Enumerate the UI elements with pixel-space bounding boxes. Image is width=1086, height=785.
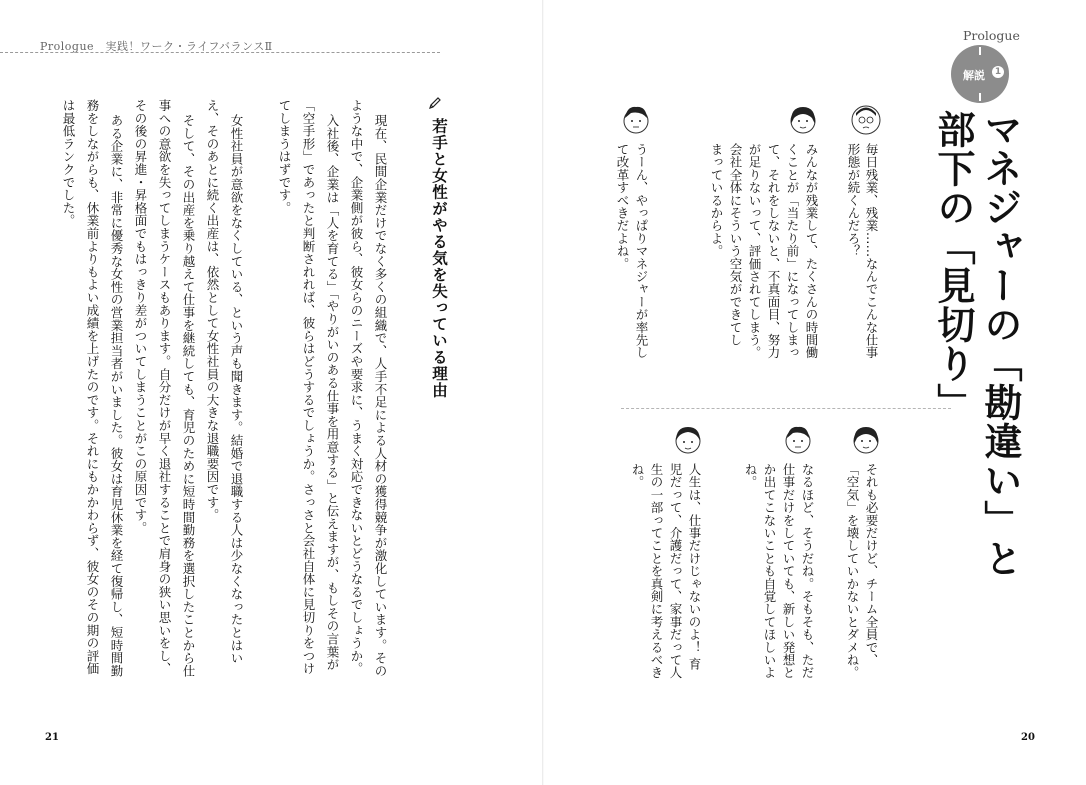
dialogue-bottom-line-2: 「空気」を壊していかないとダメね。 bbox=[845, 463, 860, 679]
body-line-10: その後の昇進・昇格面でもはっきり差がついてしまうことがこの原因です。 bbox=[133, 99, 148, 535]
page-number-left: 21 bbox=[45, 732, 59, 743]
body-line-7: え、そのあとに続く出産は、依然として女性社員の大きな退職要因です。 bbox=[205, 99, 220, 522]
badge-label: 解説 bbox=[963, 69, 985, 82]
body-line-11: ある企業に、非常に優秀な女性の営業担当者がいました。彼女は育児休業を経て復帰し、短時間勤 bbox=[109, 114, 124, 678]
woman-avatar-icon bbox=[788, 104, 818, 136]
dialogue-top-line-1: 毎日残業、残業……なんでこんな仕事 bbox=[864, 143, 879, 359]
running-header: Prologue 実践！ワーク・ライフバランスⅡ bbox=[40, 40, 273, 53]
badge-number: 1 bbox=[992, 66, 1004, 78]
body-line-4: 「空手形」であったと判断されれば、彼らはどうするでしょうか。さっさと会社自体に見切りをつけ bbox=[301, 99, 316, 675]
body-line-6: 女性社員が意欲をなくしている、という声も聞きます。結婚で退職する人は少なくなったとはい bbox=[229, 114, 244, 665]
dialogue-top-line-4: くことが「当たり前」になってしまっ bbox=[785, 143, 800, 359]
dialogue-bottom-line-6: ね。 bbox=[743, 463, 758, 489]
dialogue-top-line-8: まっているからよ。 bbox=[709, 143, 724, 258]
dialogue-bottom-line-10: ね。 bbox=[630, 463, 645, 489]
right-page bbox=[543, 0, 1086, 785]
body-line-9: 事への意欲を失ってしまうケースもあります。自分だけが早く退社することで肩身の狭い思いをし、 bbox=[157, 99, 172, 675]
dialogue-top-line-3: みんなが残業して、たくさんの時間働 bbox=[804, 143, 819, 359]
dialogue-bottom-line-4: 仕事だけをしていても、新しい発想と bbox=[781, 463, 796, 679]
dialogue-divider bbox=[621, 408, 951, 409]
dialogue-top-line-6: が足りないって、評価されてしまう。 bbox=[747, 143, 762, 359]
young-man-avatar-icon bbox=[621, 104, 651, 136]
young-man-avatar-icon bbox=[783, 424, 813, 456]
dialogue-top-line-9: うーん、やっぱりマネジャーが率先し bbox=[634, 143, 649, 359]
dialogue-bottom-line-5: か出てこないことも自覚してほしいよ bbox=[762, 463, 777, 679]
dialogue-bottom-line-3: なるほど、そうだね。そもそも、ただ bbox=[800, 463, 815, 679]
dialogue-bottom-line-7: 人生は、仕事だけじゃないのよ！ 育 bbox=[687, 463, 702, 671]
dialogue-bottom-line-1: それも必要だけど、チーム全員で、 bbox=[864, 463, 879, 667]
body-line-2: ような中で、企業側が彼ら、彼女らのニーズや要求に、うまく対応できないとどうなるでしょうか。 bbox=[349, 99, 364, 675]
woman-short-hair-avatar-icon bbox=[673, 424, 703, 456]
prologue-label: Prologue bbox=[963, 28, 1020, 43]
pencil-icon bbox=[428, 96, 442, 110]
header-divider bbox=[0, 52, 440, 53]
body-line-5: てしまうはずです。 bbox=[277, 99, 292, 215]
dialogue-bottom-line-8: 児だって、介護だって、家事だって人 bbox=[668, 463, 683, 679]
dialogue-top-line-5: て、それをしないと、不真面目、努力 bbox=[766, 143, 781, 359]
page-number-right: 20 bbox=[1021, 732, 1035, 743]
man-with-glasses-avatar-icon bbox=[851, 104, 881, 136]
body-line-12: 務をしながらも、休業前よりもよい成績を上げたのです。それにもかかわらず、彼女のその期の評価 bbox=[85, 99, 100, 675]
dialogue-top-line-7: 会社全体にそういう空気ができてし bbox=[728, 143, 743, 347]
title-line-2: 部下の「見切り」 bbox=[931, 110, 975, 422]
body-line-1: 現在、民間企業だけでなく多くの組織で、人手不足による人材の獲得競争が激化しています。その bbox=[373, 114, 388, 678]
section-title: 若手と女性がやる気を失っている理由 bbox=[430, 118, 448, 399]
body-line-8: そして、その出産を乗り越えて仕事を継続しても、育児のために短時間勤務を選択したことから仕 bbox=[181, 114, 196, 678]
dialogue-top-line-2: 形態が続くんだろ？ bbox=[846, 143, 861, 258]
woman-avatar-icon bbox=[851, 424, 881, 456]
body-line-13: は最低ランクでした。 bbox=[61, 99, 76, 227]
title-line-1: マネジャーの「勘違い」と bbox=[978, 110, 1022, 578]
dialogue-bottom-line-9: 生の一部ってことを真剣に考えるべき bbox=[649, 463, 664, 679]
body-line-3: 入社後、企業は「人を育てる」「やりがいのある仕事を用意する」と伝えますが、もしその言葉が bbox=[325, 114, 340, 671]
dialogue-top-line-10: て改革すべきだよね。 bbox=[615, 143, 630, 270]
